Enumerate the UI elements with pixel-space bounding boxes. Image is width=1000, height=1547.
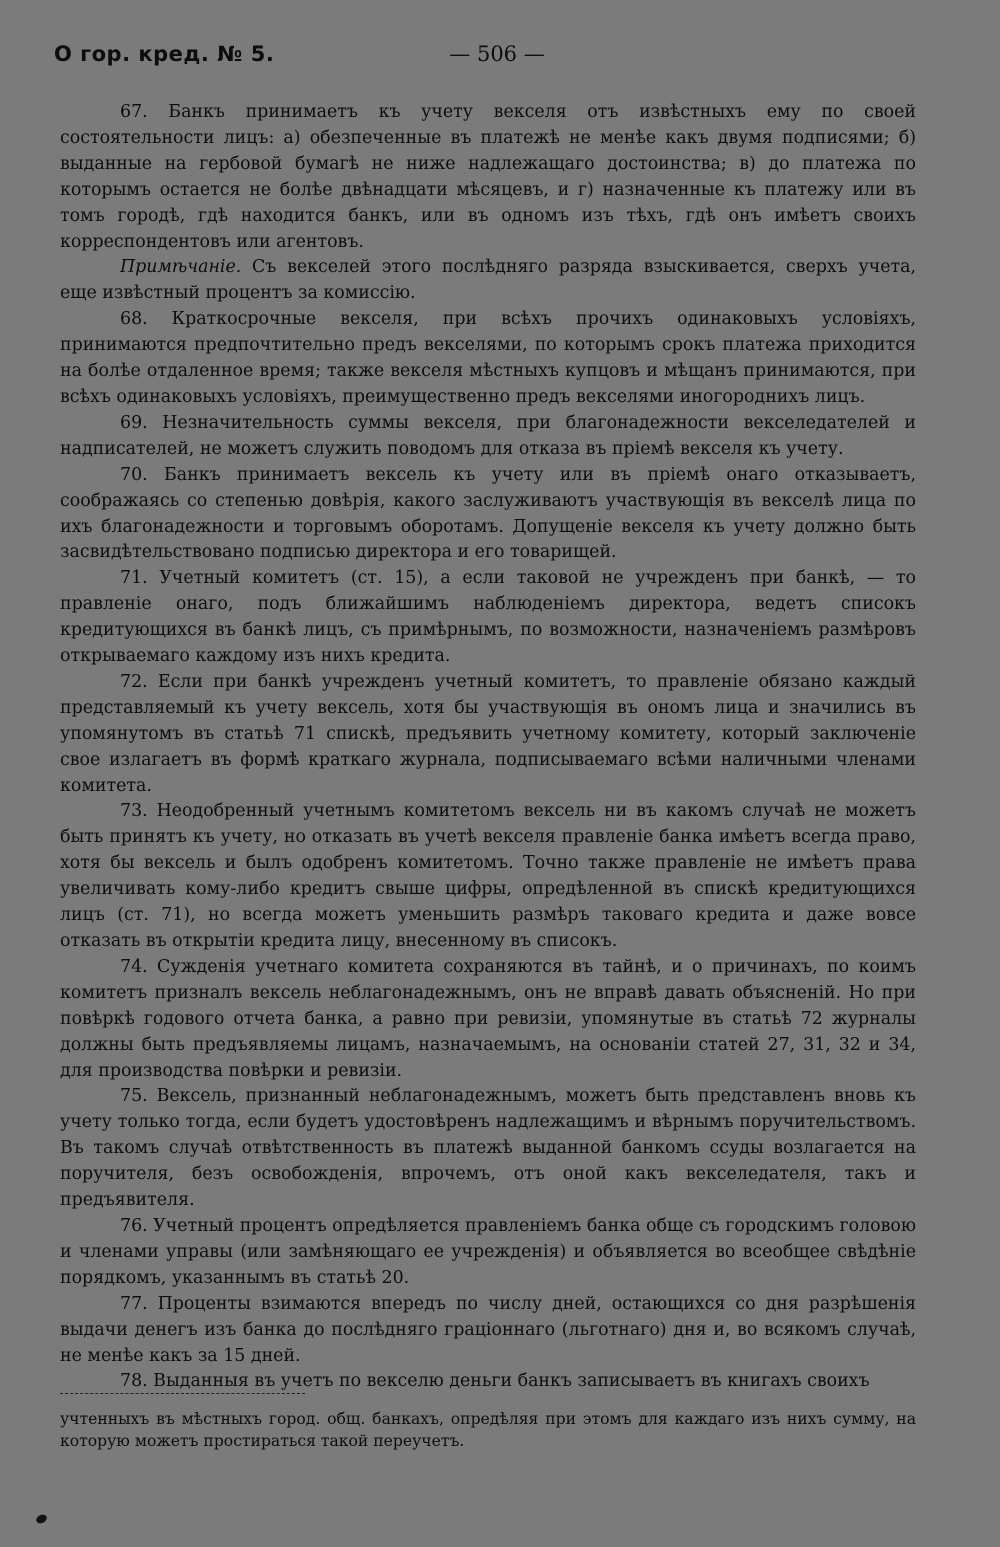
running-title: О гор. кред. № 5. [54,42,275,66]
article-69: 69. Незначительность суммы векселя, при благонадежности векселедателей и надписателей, не можетъ служить поводомъ для отказа въ пріемѣ векселя къ учету. [60,412,916,459]
article-77: 77. Проценты взимаются впередъ по числу дней, остающихся со дня разрѣшенія выдачи денегъ изъ банка до послѣдняго граціоннаго (льготнаго) дня и, во всякомъ случаѣ, не менѣе какъ за 15 дней. [60,1293,916,1366]
body-text [60,100,916,1395]
article-75: 75. Вексель, признанный неблагонадежнымъ, можетъ быть представленъ вновь къ учету только тогда, если будетъ удостовѣренъ надлежащимъ и вѣрнымъ поручительствомъ. Въ такомъ случаѣ отвѣтственность въ платежѣ выданной банкомъ ссуды возлагается на поручителя, безъ освобожденія, впрочемъ, отъ оной какъ векселедателя, такъ и предъявителя. [60,1086,916,1211]
article-78: 78. Выданныя въ учетъ по векселю деньги банкъ записываетъ въ книгахъ своихъ [120,1371,870,1392]
article-72: 72. Если при банкѣ учрежденъ учетный комитетъ, то правленіе обязано каждый представляемый къ учету вексель, хотя бы участвующія въ ономъ лица и значились въ упомянутомъ въ статьѣ 71 спискѣ, предъявить учетному комитету, который заключеніе свое излагаетъ въ формѣ краткаго журнала, подписываемаго всѣми наличными членами комитета. [60,671,916,796]
article-74: 74. Сужденія учетнаго комитета сохраняются въ тайнѣ, и о причинахъ, по коимъ комитетъ призналъ вексель неблагонадежнымъ, онъ не вправѣ давать объясненій. Но при повѣркѣ годового отчета банка, а равно при ревизіи, упомянутые въ статьѣ 72 журналы должны быть предъявляемы лицамъ, назначаемымъ, на основаніи статей 27, 31, 32 и 34, для производства повѣрки и ревизіи. [60,956,916,1081]
article-71: 71. Учетный комитетъ (ст. 15), а если таковой не учрежденъ при банкѣ, — то правленіе онаго, подъ ближайшимъ наблюденіемъ директора, ведетъ списокъ кредитующихся въ банкѣ лицъ, съ примѣрнымъ, по возможности, назначеніемъ размѣровъ открываемаго каждому изъ нихъ кредита. [60,568,916,667]
article-67: 67. Банкъ принимаетъ къ учету векселя отъ извѣстныхъ ему по своей состоятельности лицъ: а) обезпеченные въ платежѣ не менѣе какъ двумя подписями; б) выданные на гербовой бумагѣ не ниже надлежащаго достоинства; в) до платежа по которымъ остается не болѣе двѣнадцати мѣсяцевъ, и г) назначенные къ платежу или въ томъ городѣ, гдѣ находится банкъ, или въ одномъ изъ тѣхъ, гдѣ онъ имѣетъ своихъ корреспондентовъ или агентовъ. [60,102,916,252]
page-number: — 506 — [449,42,545,66]
article-73: 73. Неодобренный учетнымъ комитетомъ вексель ни въ какомъ случаѣ не можетъ быть принятъ къ учету, но отказать въ учетѣ векселя правленіе банка имѣетъ всегда право, хотя бы вексель и былъ одобренъ комитетомъ. Точно также правленіе не имѣетъ права увеличивать кому-либо кредитъ свыше цифры, опредѣленной въ спискѣ кредитующихся лицъ (ст. 71), но всегда можетъ уменьшить размѣръ таковаго кредита и даже вовсе отказать въ открытіи кредита лицу, внесенному въ списокъ. [60,801,916,951]
note-text: Съ векселей этого послѣдняго разряда взыскивается, сверхъ учета, еще извѣстный процентъ за комиссію. [60,257,916,304]
note-paragraph [60,255,916,307]
article-68: 68. Краткосрочные векселя, при всѣхъ прочихъ одинаковыхъ условіяхъ, принимаются предпочтительно предъ векселями, по которымъ срокъ платежа приходится на болѣе отдаленное время; также векселя мѣстныхъ купцовъ и мѣщанъ принимаются, при всѣхъ одинаковыхъ условіяхъ, преимущественно предъ векселями иногороднихъ лицъ. [60,309,916,407]
ink-spot [35,1513,48,1525]
note-label: Примѣчаніе. [120,257,242,278]
article-76: 76. Учетный процентъ опредѣляется правленіемъ банка обще съ городскимъ головою и членами управы (или замѣняющаго ее учрежденія) и объявляется во всеобщее свѣдѣніе порядкомъ, указаннымъ въ статьѣ 20. [60,1215,916,1288]
footnote: учтенныхъ въ мѣстныхъ город. общ. банкахъ, опредѣляя при этомъ для каждаго изъ нихъ сумму, на которую можетъ простираться такой переучетъ. [60,1410,916,1450]
page-header [54,42,940,76]
footnote-divider [60,1393,305,1394]
article-70: 70. Банкъ принимаетъ вексель къ учету или въ пріемѣ онаго отказываетъ, соображаясь со степенью довѣрія, какого заслуживаютъ участвующія въ векселѣ лица по ихъ благонадежности и торговымъ оборотамъ. Допущеніе векселя къ учету должно быть засвидѣтельствовано подписью директора и его товарищей. [60,464,916,563]
